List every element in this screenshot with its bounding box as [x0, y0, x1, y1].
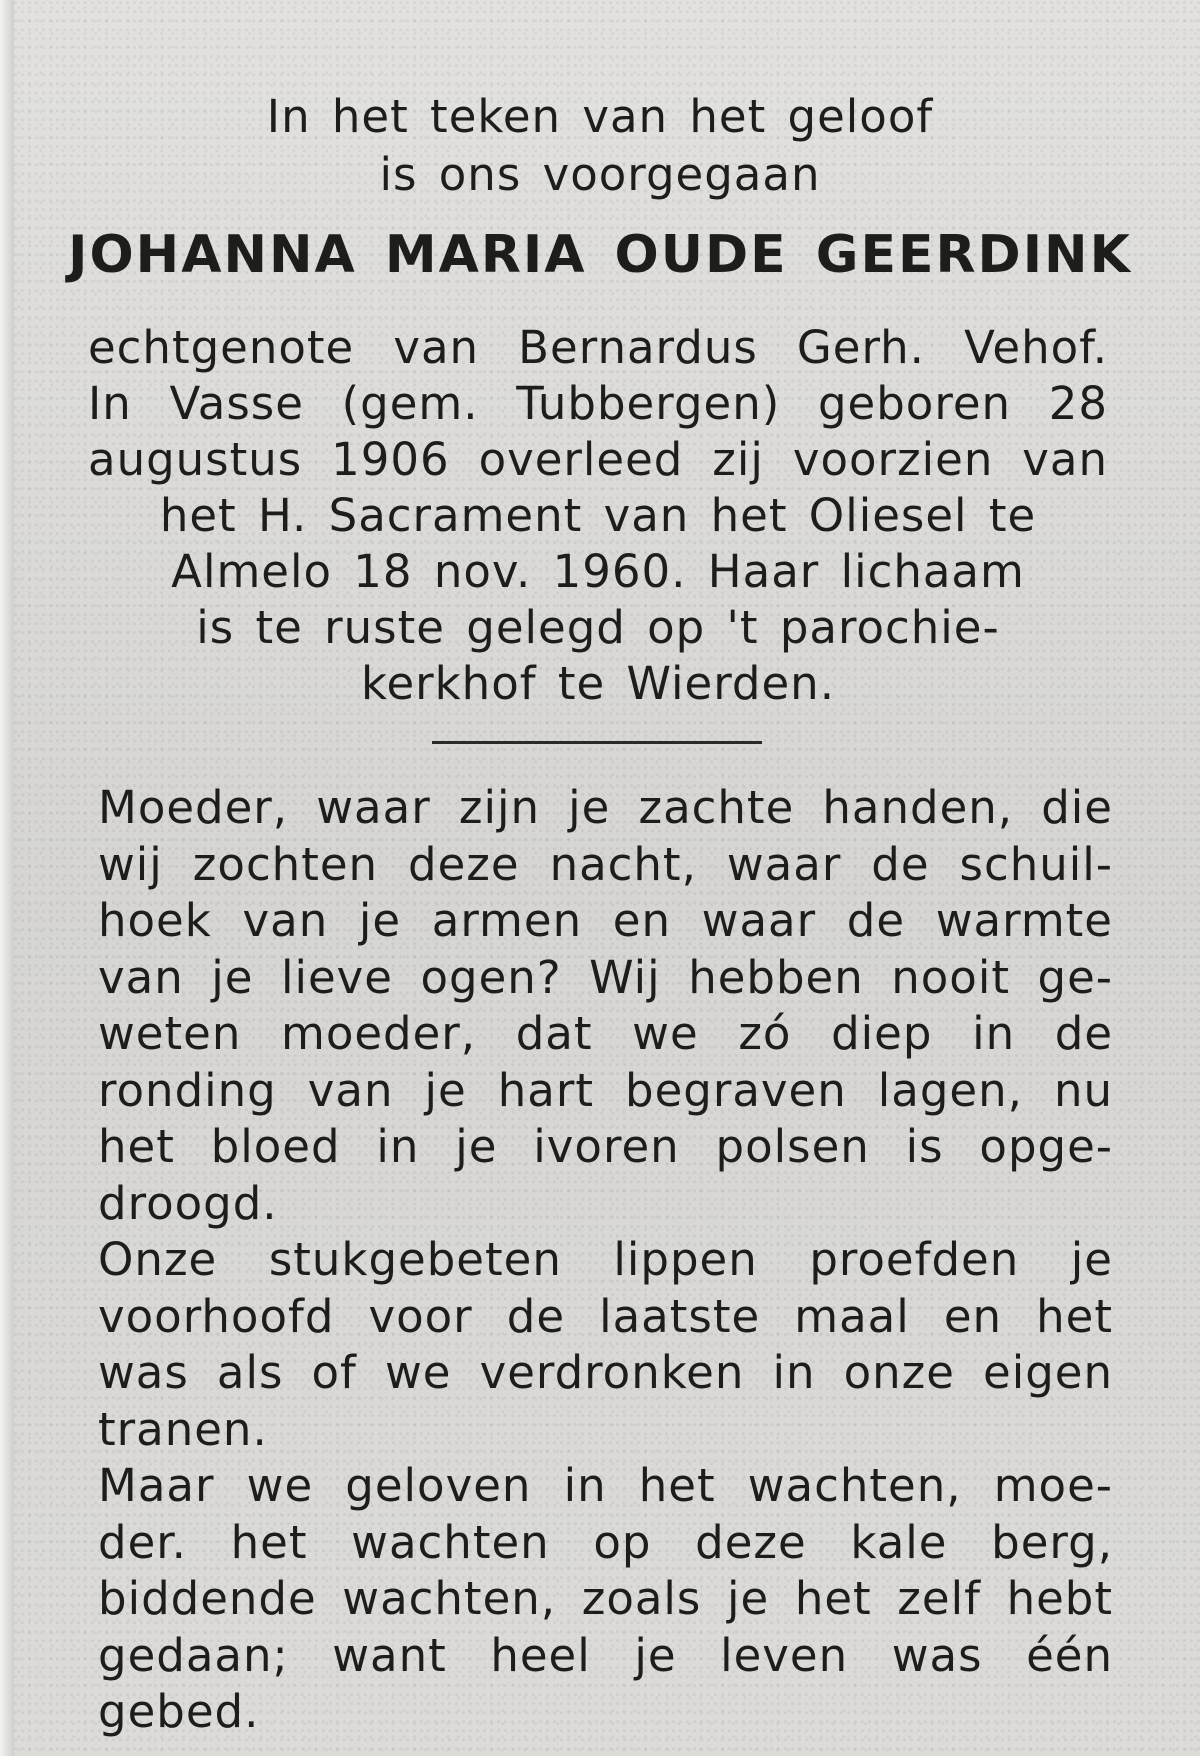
bio-line: is te ruste gelegd op 't parochie- — [196, 601, 1000, 654]
poem-line: wij zochten deze nacht, waar de schuil- — [98, 837, 1113, 891]
bio-line: augustus 1906 overleed zij voorzien van — [88, 433, 1108, 486]
poem-line: hoek van je armen en waar de warmte — [98, 894, 1113, 947]
poem-line: gebed. — [98, 1685, 260, 1738]
deceased-name: JOHANNA MARIA OUDE GEERDINK — [68, 225, 1132, 285]
poem-line: biddende wachten, zoals je het zelf hebt — [98, 1572, 1113, 1625]
card-header — [0, 88, 1200, 286]
intro-line-2: is ons voorgegaan — [379, 148, 821, 201]
bio-line: kerkhof te Wierden. — [360, 657, 835, 710]
poem-line: ronding van je hart begraven lagen, nu — [98, 1063, 1113, 1117]
bio-line: In Vasse (gem. Tubbergen) geboren 28 — [88, 377, 1108, 430]
divider-rule — [432, 741, 762, 744]
bio-line: het H. Sacrament van het Oliesel te — [159, 489, 1037, 542]
poem-line: Moeder, waar zijn je zachte handen, die — [98, 781, 1113, 834]
poem-line: tranen. — [98, 1402, 268, 1456]
poem-line: voorhoofd voor de laatste maal en het — [98, 1289, 1113, 1343]
poem-line: van je lieve ogen? Wij hebben nooit ge- — [98, 950, 1113, 1004]
poem-line: weten moeder, dat we zó diep in de — [98, 1007, 1113, 1060]
intro-line-1: In het teken van het geloof — [266, 90, 934, 143]
poem-line: het bloed in je ivoren polsen is opge- — [98, 1120, 1113, 1173]
poem-line: droogd. — [98, 1176, 278, 1230]
poem-line: gedaan; want heel je leven was één — [98, 1628, 1113, 1682]
bio-line: Almelo 18 nov. 1960. Haar lichaam — [171, 545, 1025, 598]
poem-line: Maar we geloven in het wachten, moe- — [98, 1459, 1113, 1512]
poem-line: der. het wachten op deze kale berg, — [98, 1515, 1113, 1569]
poem-line: Onze stukgebeten lippen proefden je — [98, 1233, 1113, 1286]
bio-line: echtgenote van Bernardus Gerh. Vehof. — [88, 321, 1108, 374]
poem-line: was als of we verdronken in onze eigen — [98, 1346, 1113, 1399]
poem-text — [98, 780, 1113, 1741]
biography — [88, 320, 1108, 712]
